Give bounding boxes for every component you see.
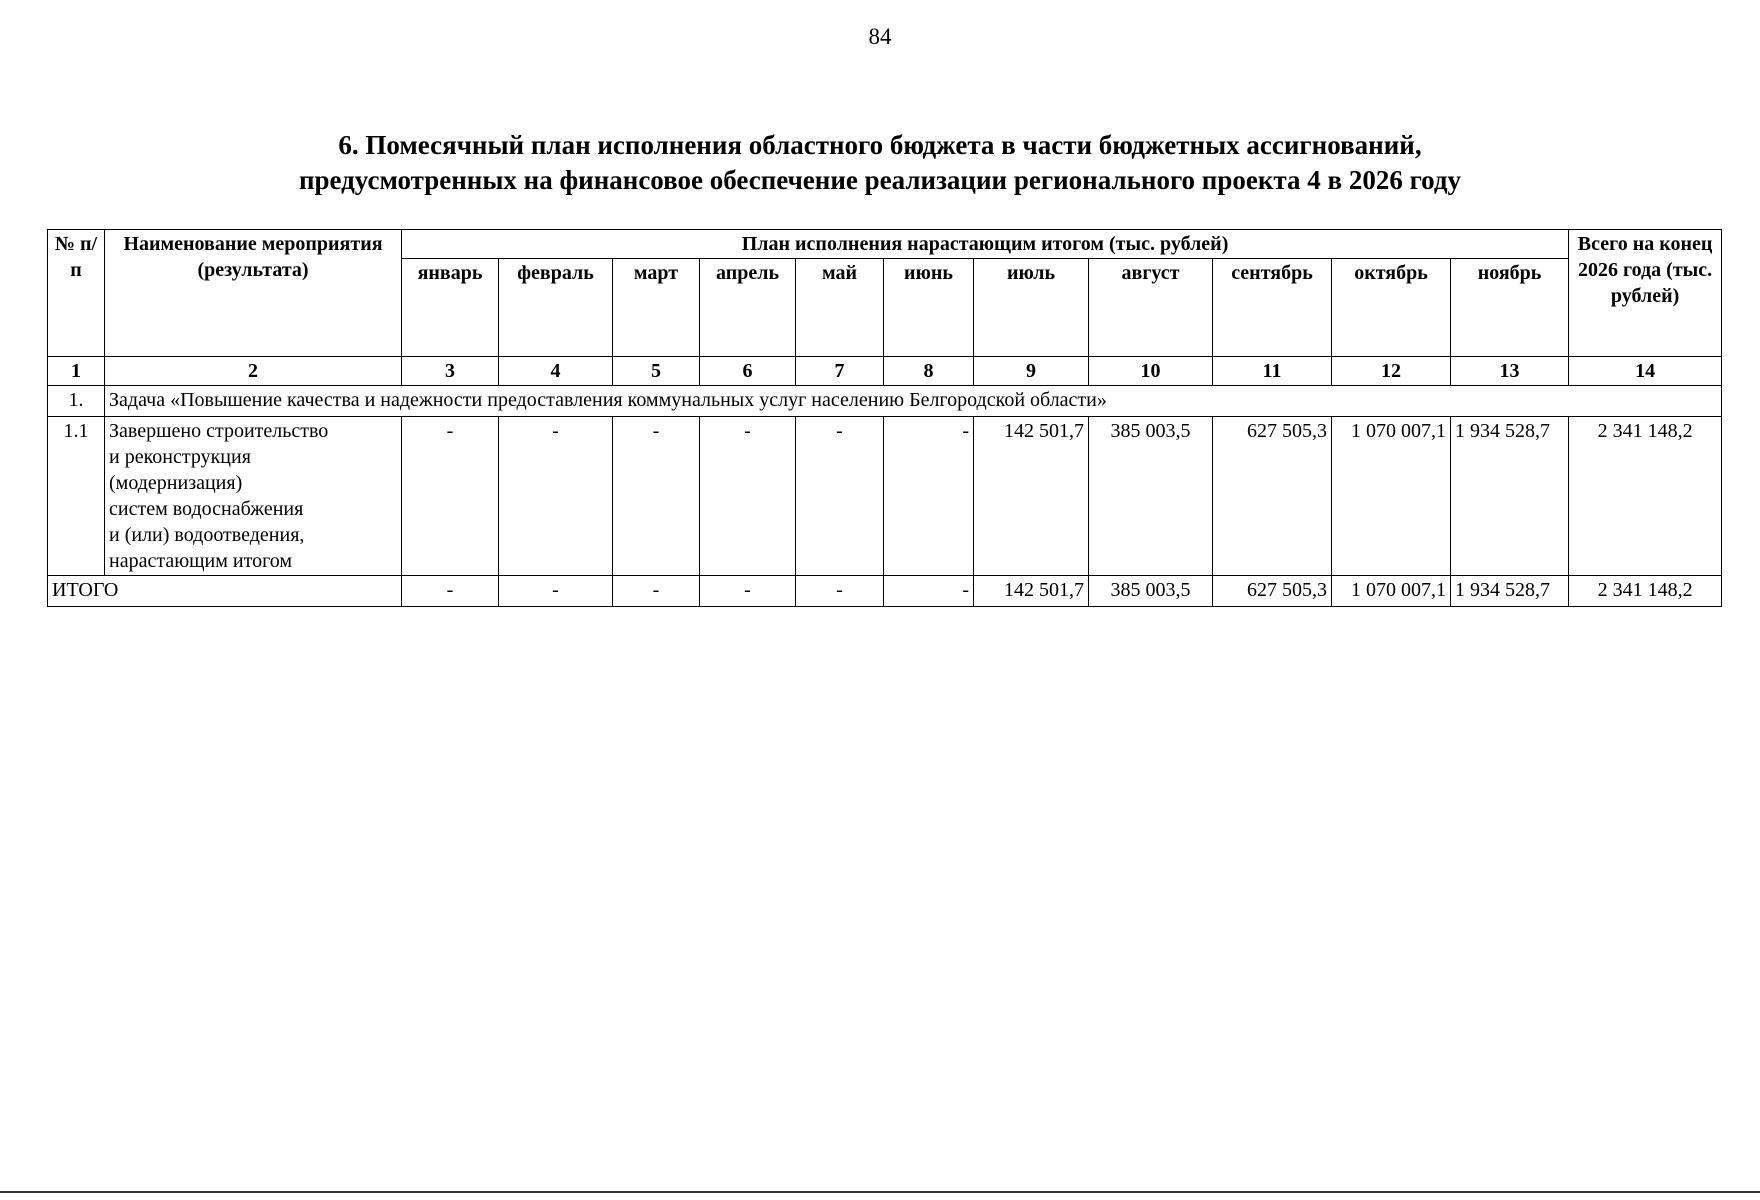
total-value: 627 505,3 bbox=[1213, 576, 1332, 607]
header-month: февраль bbox=[499, 259, 613, 357]
item-value: 1 070 007,1 bbox=[1332, 417, 1451, 576]
total-value: 385 003,5 bbox=[1089, 576, 1213, 607]
document-title bbox=[0, 128, 1760, 198]
column-number-row bbox=[48, 357, 1722, 386]
total-row bbox=[48, 576, 1722, 607]
total-value: 1 070 007,1 bbox=[1332, 576, 1451, 607]
header-month: май bbox=[796, 259, 884, 357]
header-month: июнь bbox=[884, 259, 974, 357]
header-month: апрель bbox=[700, 259, 796, 357]
title-line-1: 6. Помесячный план исполнения областного бюджета в части бюджетных ассигнований, bbox=[338, 130, 1422, 160]
total-sum: 2 341 148,2 bbox=[1569, 576, 1722, 607]
header-month: июль bbox=[974, 259, 1089, 357]
column-number: 11 bbox=[1213, 357, 1332, 386]
header-month: август bbox=[1089, 259, 1213, 357]
header-month: ноябрь bbox=[1451, 259, 1569, 357]
header-plan: План исполнения нарастающим итогом (тыс. рублей) bbox=[402, 230, 1569, 259]
column-number: 6 bbox=[700, 357, 796, 386]
item-total: 2 341 148,2 bbox=[1569, 417, 1722, 576]
total-value: 1 934 528,7 bbox=[1451, 576, 1569, 607]
column-number: 12 bbox=[1332, 357, 1451, 386]
column-number: 10 bbox=[1089, 357, 1213, 386]
column-number: 9 bbox=[974, 357, 1089, 386]
item-value: 1 934 528,7 bbox=[1451, 417, 1569, 576]
item-value: 627 505,3 bbox=[1213, 417, 1332, 576]
total-value: - bbox=[884, 576, 974, 607]
total-value: - bbox=[402, 576, 499, 607]
column-number: 5 bbox=[613, 357, 700, 386]
item-value: - bbox=[700, 417, 796, 576]
budget-plan-table bbox=[47, 229, 1722, 607]
total-value: - bbox=[499, 576, 613, 607]
header-total: Всего на конец 2026 года (тыс. рублей) bbox=[1569, 230, 1722, 357]
item-name: Завершено строительство и реконструкция (модернизация) систем водоснабжения и (или) водоотведения, нарастающим итогом bbox=[105, 417, 402, 576]
item-value: 142 501,7 bbox=[974, 417, 1089, 576]
column-number: 7 bbox=[796, 357, 884, 386]
page-number: 84 bbox=[868, 24, 892, 49]
total-value: 142 501,7 bbox=[974, 576, 1089, 607]
page-bottom-divider bbox=[0, 1191, 1760, 1193]
task-row bbox=[48, 386, 1722, 417]
item-value: - bbox=[884, 417, 974, 576]
header-name: Наименование мероприятия (результата) bbox=[105, 230, 402, 357]
task-text: Задача «Повышение качества и надежности предоставления коммунальных услуг населению Белгородской области» bbox=[105, 386, 1722, 417]
header-row-top bbox=[48, 230, 1722, 259]
total-value: - bbox=[700, 576, 796, 607]
item-value: - bbox=[499, 417, 613, 576]
total-value: - bbox=[613, 576, 700, 607]
column-number: 2 bbox=[105, 357, 402, 386]
column-number: 3 bbox=[402, 357, 499, 386]
header-month: март bbox=[613, 259, 700, 357]
item-value: - bbox=[613, 417, 700, 576]
column-number: 1 bbox=[48, 357, 105, 386]
item-value: 385 003,5 bbox=[1089, 417, 1213, 576]
column-number: 4 bbox=[499, 357, 613, 386]
column-number: 13 bbox=[1451, 357, 1569, 386]
table-row bbox=[48, 417, 1722, 576]
header-num: № п/п bbox=[48, 230, 105, 357]
header-month: октябрь bbox=[1332, 259, 1451, 357]
task-num: 1. bbox=[48, 386, 105, 417]
header-month: январь bbox=[402, 259, 499, 357]
total-label: ИТОГО bbox=[48, 576, 402, 607]
item-num: 1.1 bbox=[48, 417, 105, 576]
header-month: сентябрь bbox=[1213, 259, 1332, 357]
item-value: - bbox=[402, 417, 499, 576]
title-line-2: предусмотренных на финансовое обеспечение реализации регионального проекта 4 в 2026 году bbox=[298, 165, 1462, 195]
column-number: 14 bbox=[1569, 357, 1722, 386]
total-value: - bbox=[796, 576, 884, 607]
item-value: - bbox=[796, 417, 884, 576]
column-number: 8 bbox=[884, 357, 974, 386]
